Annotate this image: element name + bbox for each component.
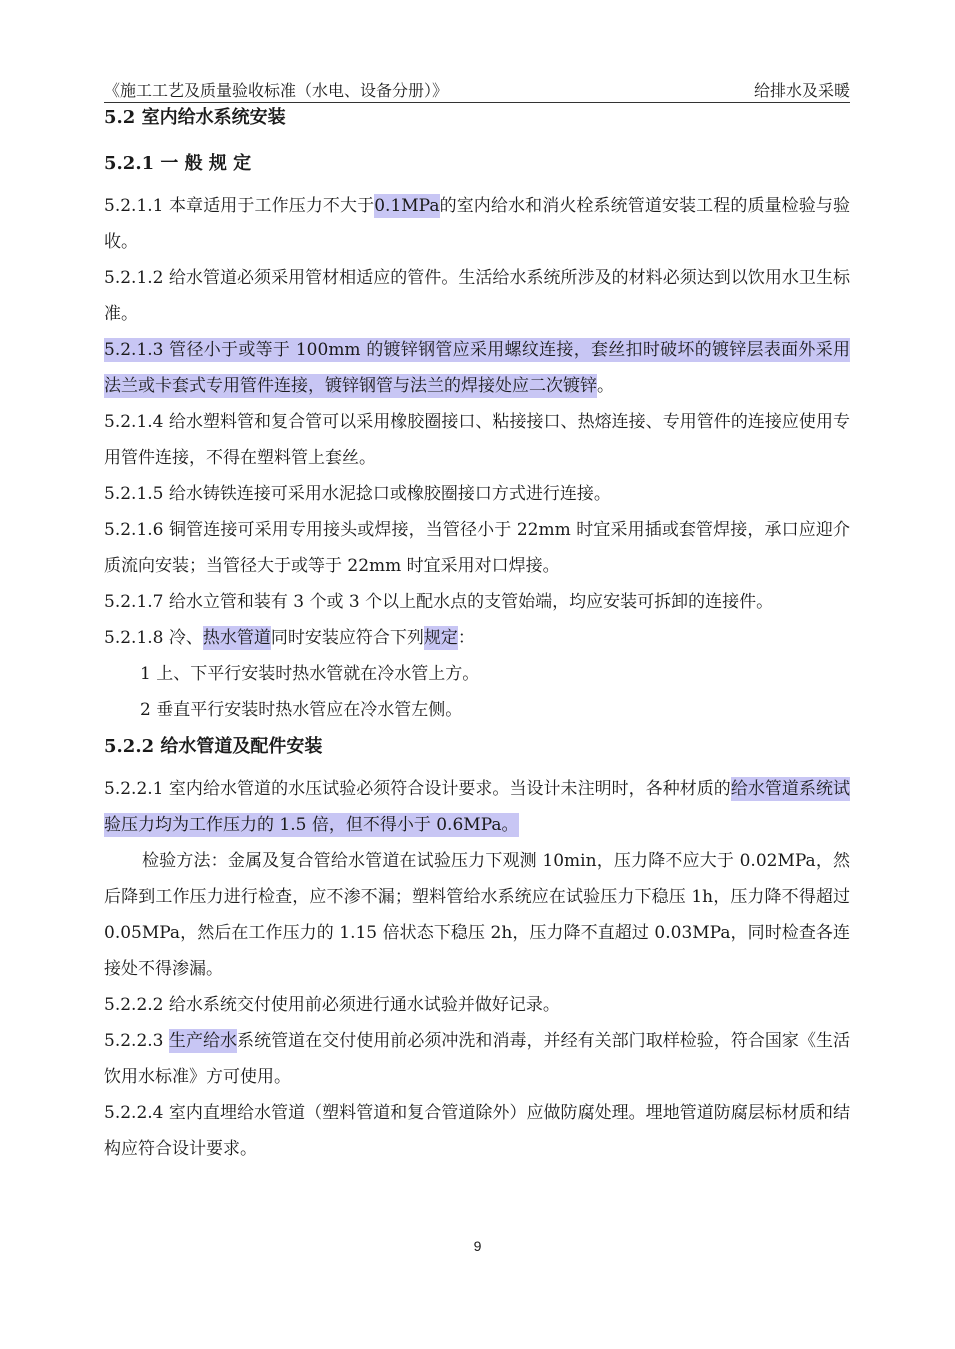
clause-5-2-1-4: 5.2.1.4 给水塑料管和复合管可以采用橡胶圈接口、粘接接口、热熔连接、专用管件的连接应使用专用管件连接，不得在塑料管上套丝。 (104, 412, 850, 468)
clause-5-2-1-6: 5.2.1.6 铜管连接可采用专用接头或焊接，当管径小于 22mm 时宜采用插或套管焊接，承口应迎介质流向安装；当管径大于或等于 22mm 时宜采用对口焊接。 (104, 520, 850, 576)
clause-5-2-2-3 (104, 1023, 850, 1095)
clause-5-2-1-5: 5.2.1.5 给水铸铁连接可采用水泥捻口或橡胶圈接口方式进行连接。 (104, 484, 611, 504)
clause-text: ： (457, 628, 475, 648)
list-item: 2 垂直平行安装时热水管应在冷水管左侧。 (140, 700, 463, 720)
list-item: 1 上、下平行安装时热水管就在冷水管上方。 (140, 664, 480, 684)
header-chapter-title: 给排水及采暖 (753, 81, 850, 100)
clause-5-2-2-4: 5.2.2.4 室内直埋给水管道（塑料管道和复合管道除外）应做防腐处理。埋地管道防腐层标材质和结构应符合设计要求。 (104, 1103, 850, 1159)
clause-5-2-1-7: 5.2.1.7 给水立管和装有 3 个或 3 个以上配水点的支管始端，均应安装可拆卸的连接件。 (104, 592, 774, 612)
clause-5-2-1-2: 5.2.1.2 给水管道必须采用管材相适应的管件。生活给水系统所涉及的材料必须达到以饮用水卫生标准。 (104, 268, 850, 324)
highlight: 给水管道系统试验压力均为工作压力的 1.5 倍，但不得小于 0.6MPa。 (104, 779, 850, 835)
clause-5-2-1-8 (104, 620, 850, 656)
page-number: 9 (473, 1238, 482, 1254)
clause-text: 5.2.2.3 (104, 1031, 169, 1051)
clause-text: 同时安装应符合下列 (270, 628, 424, 648)
clause-5-2-1-1 (104, 188, 850, 260)
subsection-heading-general: 5.2.1 一 般 规 定 (104, 153, 252, 174)
highlight: 生产给水 (168, 1031, 238, 1051)
highlight: 5.2.1.3 管径小于或等于 100mm 的镀锌钢管应采用螺纹连接，套丝扣时破坏的镀锌层表面外采用法兰或卡套式专用管件连接，镀锌钢管与法兰的焊接处应二次镀锌 (104, 340, 850, 396)
highlight: 规定 (423, 628, 458, 648)
inspection-method: 检验方法：金属及复合管给水管道在试验压力下观测 10min，压力降不应大于 0.02MPa，然后降到工作压力进行检查，应不渗不漏；塑料管给水系统应在试验压力下稳压 1h，压力降不得超过 0.05MPa，然后在工作压力的 1.15 倍状态下稳压 2h，压力降不直超过 0.03MPa，同时检查各连接处不得渗漏。 (104, 851, 850, 979)
highlight: 0.1MPa (374, 196, 440, 216)
page-header (104, 78, 850, 103)
clause-5-2-1-3 (104, 332, 850, 404)
clause-text: 5.2.2.1 室内给水管道的水压试验必须符合设计要求。当设计未注明时，各种材质的 (104, 779, 731, 799)
clause-text: 的室内给水和消火栓系统管道安装工程的质量检验与验收。 (104, 196, 850, 252)
highlight: 热水管道 (202, 628, 271, 648)
subsection-heading-pipes: 5.2.2 给水管道及配件安装 (104, 736, 323, 757)
header-document-title: 《施工工艺及质量验收标准（水电、设备分册）》 (104, 81, 449, 100)
section-heading: 5.2 室内给水系统安装 (104, 107, 286, 128)
clause-text: 系统管道在交付使用前必须冲洗和消毒，并经有关部门取样检验，符合国家《生活饮用水标准》方可使用。 (104, 1031, 851, 1087)
clause-text: 5.2.1.8 冷、 (104, 628, 203, 648)
page-body (104, 103, 850, 1167)
clause-5-2-2-1 (104, 771, 850, 843)
clause-text: 。 (597, 376, 614, 396)
clause-5-2-2-2: 5.2.2.2 给水系统交付使用前必须进行通水试验并做好记录。 (104, 995, 560, 1015)
clause-text: 5.2.1.1 本章适用于工作压力不大于 (104, 196, 375, 216)
